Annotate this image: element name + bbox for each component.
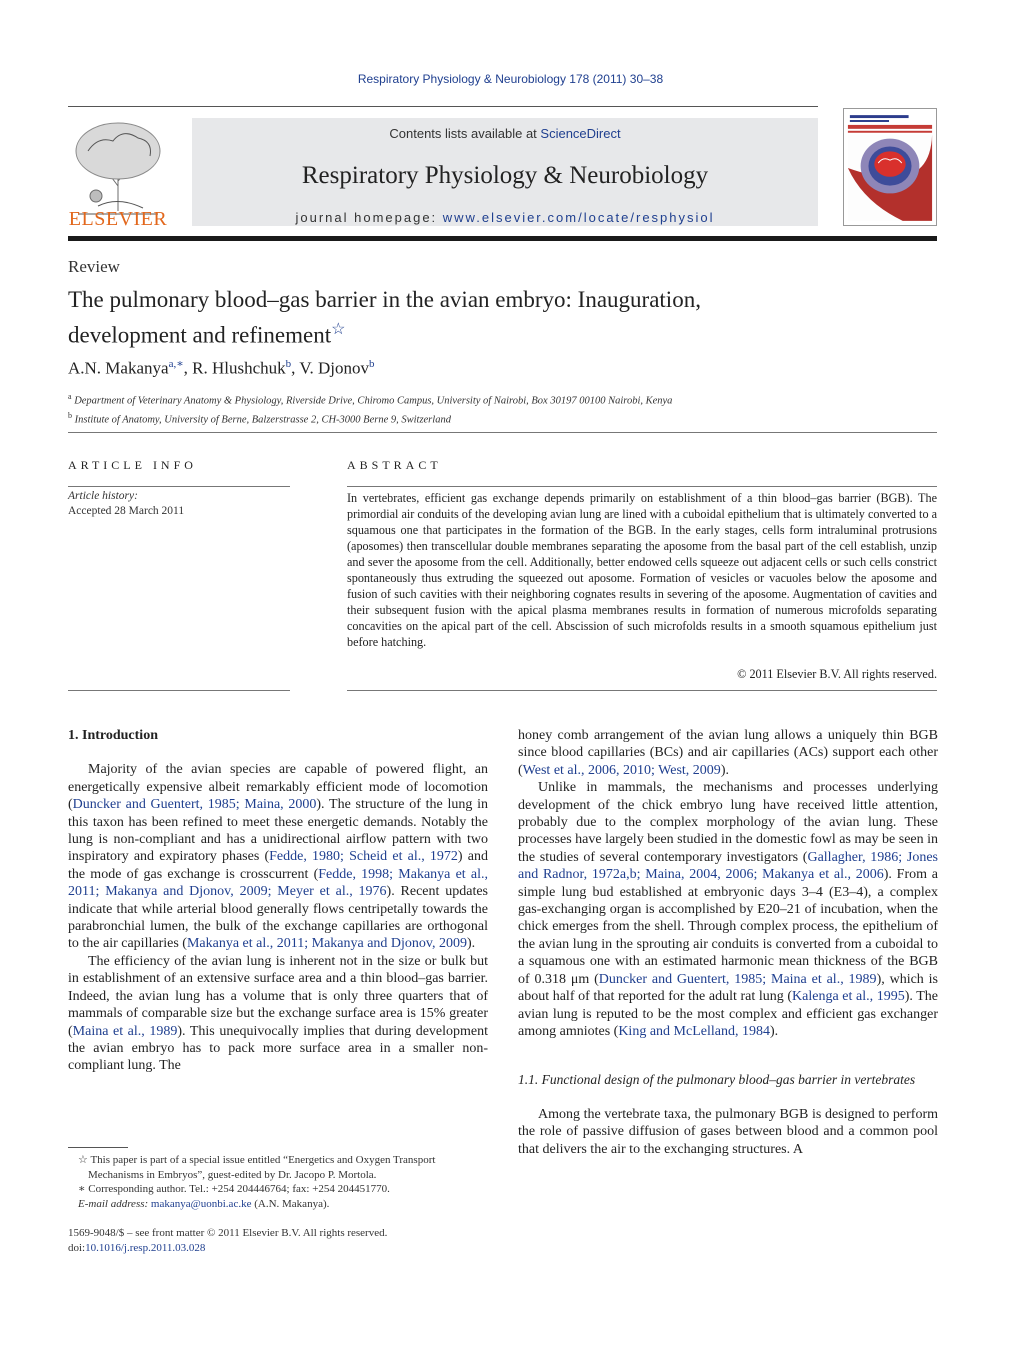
section-heading-introduction: 1. Introduction <box>68 728 158 743</box>
footnote: ☆ This paper is part of a special issue entitled “Energetics and Oxygen Transport Mechanisms in Embryos”, guest-edited by Dr. Jacopo P. Mortola. <box>78 1154 436 1181</box>
text-run: The efficiency of the avian lung is inherent not in the size or bulk but in establishment of an extensive surface area and a thin blood–gas barrier. Indeed, the avian lung has a volume that is only three quarters that of mammals of comparable size but the exchange surface area is 15% greater ( <box>68 953 488 1039</box>
author-affiliation-mark[interactable]: b <box>368 358 375 370</box>
journal-banner <box>192 118 818 226</box>
text-run: ). <box>467 936 476 952</box>
spacer <box>518 1089 938 1106</box>
author-affiliation-mark[interactable]: b <box>285 358 292 370</box>
publisher-name: ELSEVIER <box>68 208 168 230</box>
footnote-rule <box>68 1147 128 1148</box>
section-divider <box>68 432 937 433</box>
journal-citation[interactable]: Respiratory Physiology & Neurobiology 178 (2011) 30–38 <box>357 72 664 86</box>
author-name: V. Djonov <box>299 358 369 378</box>
author-list: A.N. Makanya$^{a,∗}$, R. Hlushchuk$^b$, V. Djonov$^b$ <box>68 358 375 378</box>
abstract-rule <box>347 486 937 487</box>
text-run: ). <box>720 762 729 778</box>
abstract-copyright: © 2011 Elsevier B.V. All rights reserved. <box>737 667 937 681</box>
affiliations <box>68 390 672 427</box>
citation-link[interactable]: King and McLelland, 1984 <box>618 1023 770 1039</box>
subsection-heading: 1.1. Functional design of the pulmonary blood–gas barrier in vertebrates <box>518 1072 916 1088</box>
footnote-asterisk-icon: ∗ <box>78 1183 86 1195</box>
text-run: ). <box>769 1023 779 1039</box>
journal-cover-thumbnail <box>843 108 937 226</box>
title-footnote-star-icon[interactable]: ☆ <box>331 321 346 338</box>
article-info-bottom-rule <box>68 690 290 691</box>
paragraph <box>518 727 938 779</box>
author-name: A.N. Makanya <box>68 358 169 378</box>
text-run: ) and the mode of gas exchange is crosscurrent ( <box>68 849 488 882</box>
affiliation: $^a$ Department of Veterinary Anatomy & Physiology, Riverside Drive, Chiromo Campus, University of Nairobi, Box 30197 00100 Nairobi, Kenya <box>68 392 673 407</box>
email-link[interactable]: makanya@uonbi.ac.ke <box>150 1197 252 1210</box>
paragraph <box>518 1106 938 1158</box>
citation-link[interactable]: Maina et al., 1989 <box>72 1023 178 1039</box>
article-title: The pulmonary blood–gas barrier in the avian embryo: Inauguration, development and refinement☆ <box>68 287 701 348</box>
citation-link[interactable]: West et al., 2006, 2010; West, 2009 <box>522 762 721 778</box>
citation-link[interactable]: Makanya et al., 2011; Makanya and Djonov, 2009 <box>186 936 468 952</box>
footnotes <box>68 1153 488 1211</box>
body-column-right <box>518 727 938 1158</box>
abstract-text: In vertebrates, efficient gas exchange depends primarily on establishment of a thin blood–gas barrier (BGB). The primordial air conduits of the developing avian lung are lined with a cuboidal epithelium that is ultimately converted to a squamous one that participates in the formation of the BGB. In the early stages, cells form intraluminal protrusions (aposomes) then transcellular double membranes separating the aposome from the basal part of the cell establish, unzip and sever the aposome from the cell. Additionally, better endowed cells squeeze out adjacent cells or such cells constrict spontaneously thus extruding the squeezed out aposome. Formation of vesicles or vacuoles below the aposome and fusion of such cavities with their neighboring cognates results in severing of the aposome. Augmentation of cavities and their subsequent fusion with the apical plasma membranes results in formation of numerous microfolds separating concavities on the apical part of the cell. Abscission of such microfolds results in a smooth squamous epithelium just before hatching. <box>347 491 937 649</box>
contents-line: Contents lists available at ScienceDirect <box>389 126 621 141</box>
text-run: ). The structure of the lung in this taxon has been refined to meet these energetic demands. Notably the lung is non-compliant and has a unidirectional airflow pattern with two inspiratory and expiratory phases ( <box>68 797 488 865</box>
text-run: honey comb arrangement of the avian lung allows a uniquely thin BGB since blood capillaries (BCs) and air capillaries (ACs) support each other ( <box>518 728 938 778</box>
journal-header <box>68 108 937 234</box>
header-top-rule <box>68 106 818 107</box>
article-info-rule <box>68 486 290 487</box>
author-name: R. Hlushchuk <box>192 358 286 378</box>
abstract-bottom-rule <box>347 690 937 691</box>
footnote-email: E-mail address: makanya@uonbi.ac.ke (A.N. Makanya). <box>78 1197 330 1210</box>
citation-link[interactable]: Fedde, 1998; Makanya et al., 2011; Makanya and Djonov, 2009; Meyer et al., 1976 <box>68 866 488 900</box>
text-run: ). From a simple lung bud established at embryonic days 3–4 (E3–4), a complex gas-exchanging organ is accomplished by E20–21 of incubation, when the chick emerges from the shell. Through complex process, the epithelium of the avian lung in the sprouting air conduits is converted from a cuboidal to a squamous one with an estimated harmonic mean thickness of the BGB of 0.318 μm ( <box>518 867 938 987</box>
text-run: Unlike in mammals, the mechanisms and processes underlying development of the chick embryo lung have received little attention, probably due to the complex morphology of the avian lung. These processes have largely been studied in the domestic fowl as may be seen in the studies of several contemporary investigators ( <box>518 780 939 865</box>
affiliation: $^b$ Institute of Anatomy, University of Berne, Balzerstrasse 2, CH-3000 Berne 9, Switzerland <box>68 410 451 425</box>
text-run: ). Recent updates indicate that while arterial blood generally flows centripetally towards the parabronchial lumen, the bulk of the exchange capillaries are orthogonal to the air capillaries ( <box>68 884 489 952</box>
citation-link[interactable]: Gallagher, 1986; Jones and Radnor, 1972a,b; Maina, 2004, 2006; Makanya et al., 2006 <box>518 849 939 883</box>
text-run: ). This unequivocally implies that during development the avian embryo has to pack more surface area in a smaller non-compliant lung. The <box>68 1023 488 1074</box>
author-affiliation-mark[interactable]: a,∗ <box>168 358 184 370</box>
bottom-meta <box>68 1226 387 1255</box>
footnote: ∗ Corresponding author. Tel.: +254 204446764; fax: +254 204451770. <box>78 1183 390 1195</box>
citation-link[interactable]: Kalenga et al., 1995 <box>792 989 905 1005</box>
paragraph <box>518 779 938 1040</box>
header-bottom-rule <box>68 236 937 241</box>
sciencedirect-link[interactable]: ScienceDirect <box>540 126 621 141</box>
spacer <box>518 1040 938 1071</box>
paragraph <box>68 761 488 952</box>
issn-line: 1569-9048/$ – see front matter © 2011 Elsevier B.V. All rights reserved. <box>68 1227 388 1239</box>
footnote-star-icon: ☆ <box>78 1154 88 1166</box>
doi-line: doi:10.1016/j.resp.2011.03.028 <box>68 1241 206 1254</box>
body-column-left <box>68 727 488 1075</box>
accepted-date: Accepted 28 March 2011 <box>68 505 185 517</box>
text-run: Among the vertebrate taxa, the pulmonary BGB is designed to perform the role of passive diffusion of gases between blood and a common pool that delivers the air to the exchanging structures. A <box>518 1106 938 1157</box>
journal-title: Respiratory Physiology & Neurobiology <box>301 162 709 189</box>
text-run: ). The avian lung is reputed to be the most complex and efficient gas exchanger among amniotes ( <box>518 989 938 1039</box>
text-run: ), which is about half of that reported for the adult rat lung ( <box>518 971 938 1005</box>
citation-link[interactable]: Duncker and Guentert, 1985; Maina et al., 1989 <box>598 971 877 987</box>
citation-link[interactable]: Fedde, 1980; Scheid et al., 1972 <box>269 849 458 865</box>
paragraph <box>68 953 488 1075</box>
citation-link[interactable]: Duncker and Guentert, 1985; Maina, 2000 <box>72 797 317 813</box>
article-info-heading: ARTICLE INFO <box>68 458 197 472</box>
abstract-heading: ABSTRACT <box>347 458 442 472</box>
journal-homepage: journal homepage: www.elsevier.com/locate/resphysiol <box>295 210 715 225</box>
article-history-label: Article history: <box>68 490 138 502</box>
text-run: Majority of the avian species are capable of powered flight, an energetically expensive albeit remarkably efficient mode of locomotion ( <box>68 762 488 813</box>
doi-link[interactable]: 10.1016/j.resp.2011.03.028 <box>85 1241 206 1254</box>
article-type: Review <box>68 257 120 276</box>
homepage-link[interactable]: www.elsevier.com/locate/resphysiol <box>442 210 715 225</box>
